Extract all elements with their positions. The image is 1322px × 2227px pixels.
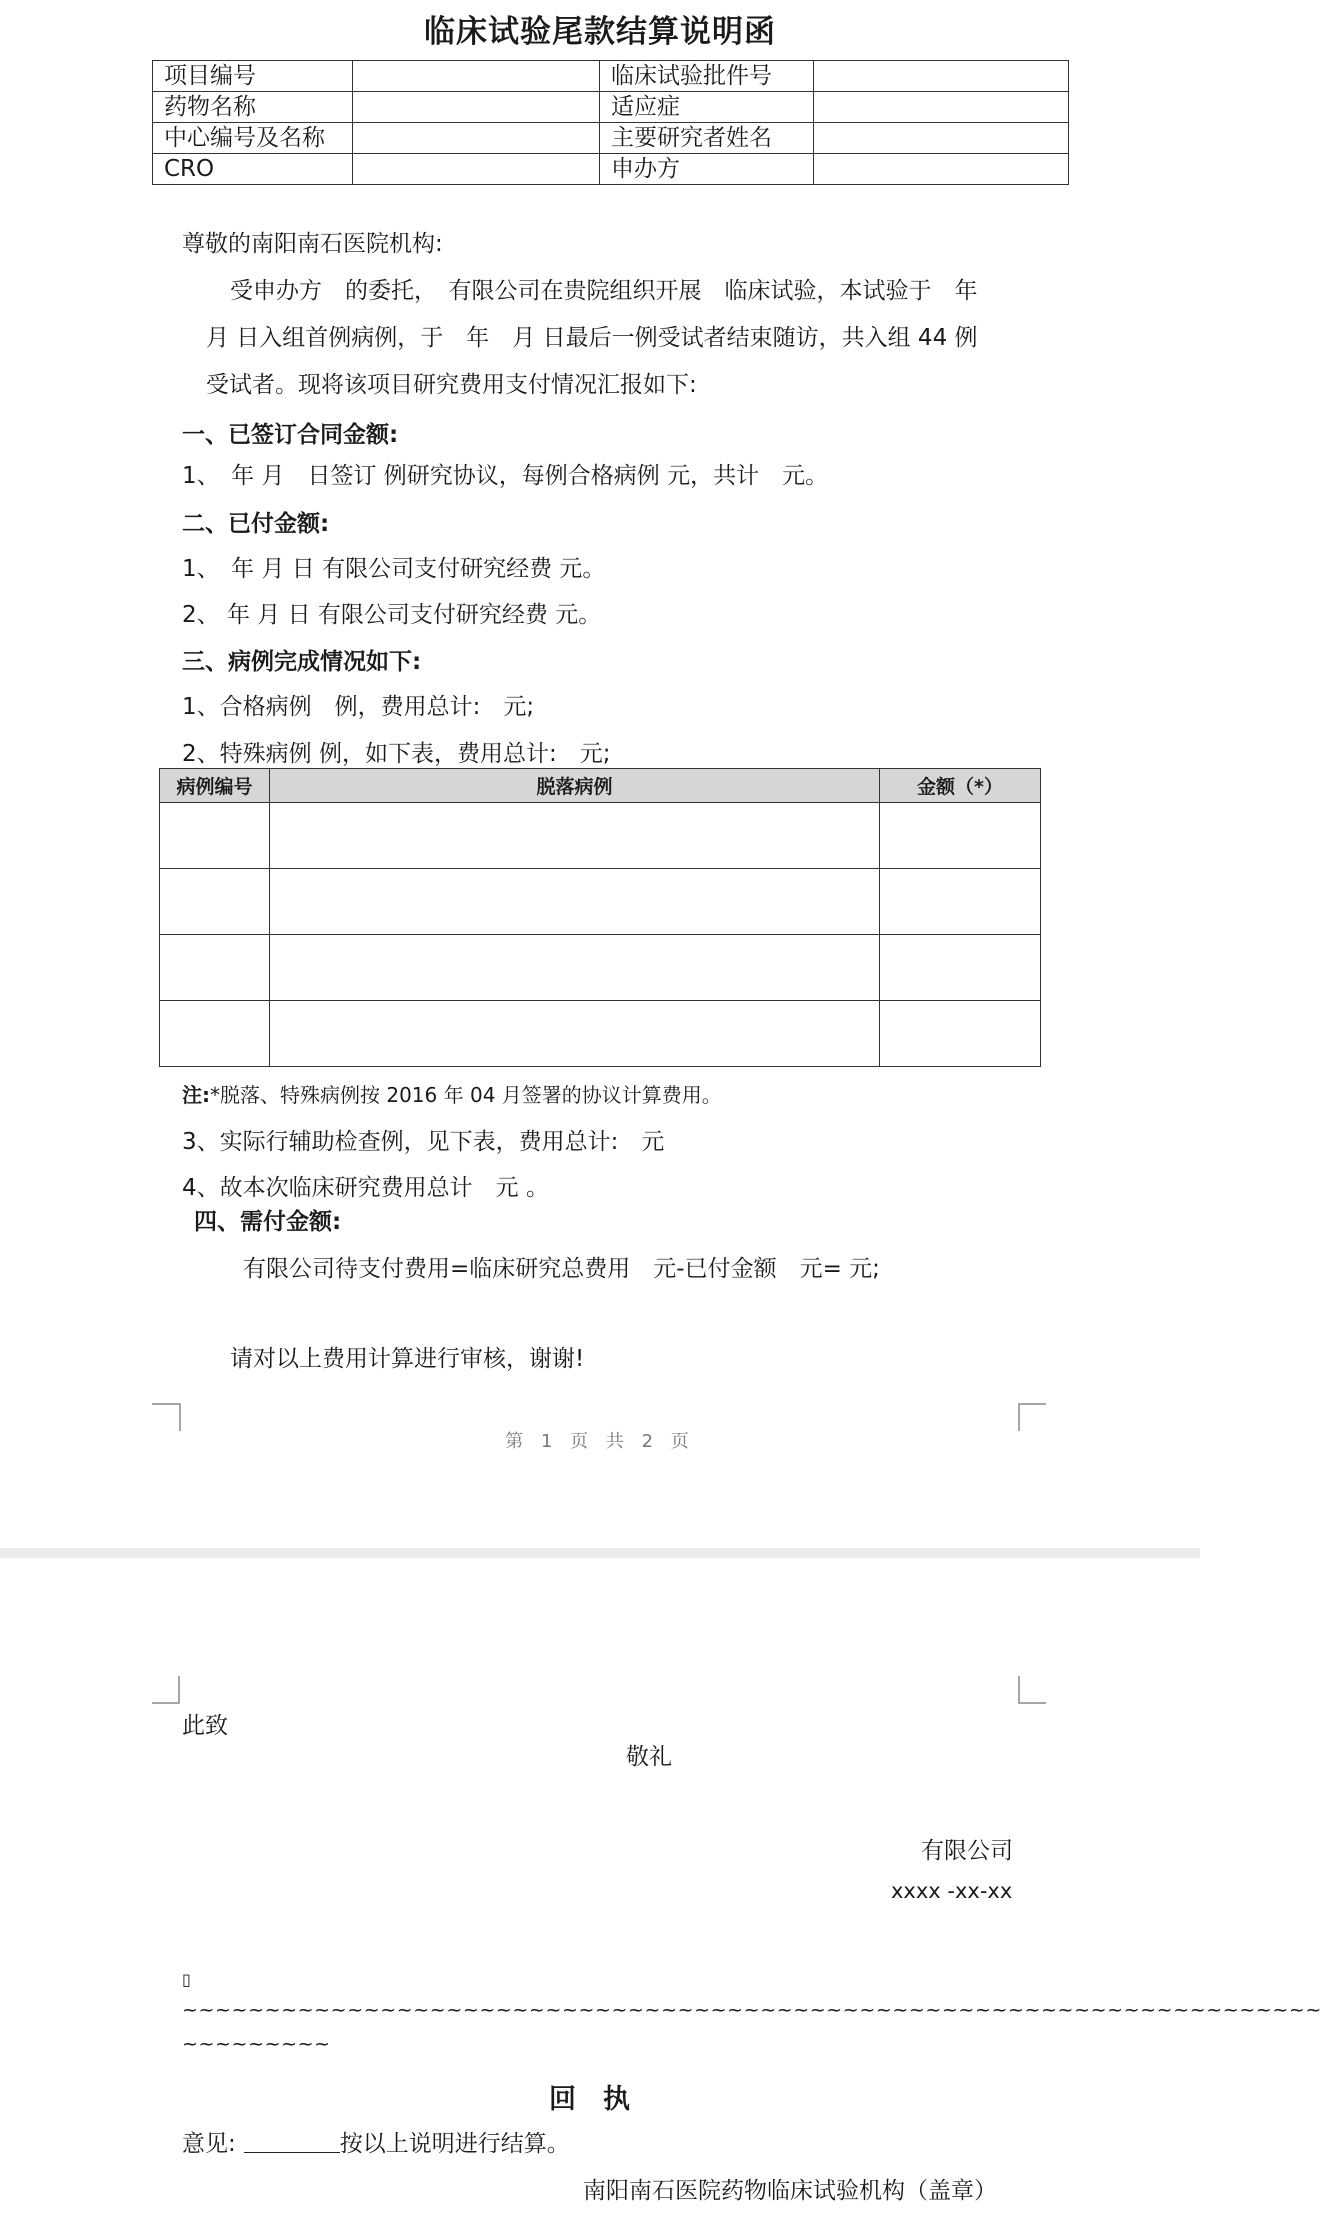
case-id-cell[interactable] — [160, 803, 270, 869]
case-id-cell[interactable] — [160, 935, 270, 1001]
section3-item-1: 1、合格病例 例，费用总计: 元; — [182, 694, 535, 720]
section2-item-1: 1、 年 月 日 有限公司支付研究经费 元。 — [182, 556, 606, 582]
table-row — [160, 869, 1041, 935]
page-separator — [0, 1548, 1200, 1558]
info-value-cell[interactable] — [353, 61, 600, 92]
info-row — [153, 92, 1069, 123]
section1-item-1: 1、 年 月 日签订 例研究协议，每例合格病例 元，共计 元。 — [182, 463, 829, 489]
dropout-cases-table — [159, 768, 1041, 1067]
section3-item-3: 3、实际行辅助检查例，见下表，费用总计: 元 — [182, 1129, 665, 1155]
info-label-cell: 项目编号 — [153, 61, 353, 92]
section1-title: 一、已签订合同金额: — [182, 422, 399, 448]
intro-line-2: 月 日入组首例病例，于 年 月 日最后一例受试者结束随访，共入组 44 例 — [206, 325, 978, 351]
section2-title: 二、已付金额: — [182, 511, 330, 537]
info-row — [153, 61, 1069, 92]
intro-line-3: 受试者。现将该项目研究费用支付情况汇报如下: — [206, 372, 697, 398]
opinion-label: 意见: — [182, 2131, 236, 2157]
separator-tilde-line: ~~~~~~~~~~~~~~~~~~~~~~~~~~~~~~~~~~~~~~~~~~~~~~~~~~~~~~~~~~~~~~~~~~~~~ — [182, 1999, 1322, 2021]
opinion-line — [182, 2125, 570, 2158]
section4-text: 有限公司待支付费用=临床研究总费用 元-已付金额 元= 元; — [243, 1256, 880, 1282]
info-value-cell[interactable] — [814, 61, 1069, 92]
table-row — [160, 935, 1041, 1001]
info-row — [153, 123, 1069, 154]
info-label-cell: 临床试验批件号 — [600, 61, 814, 92]
case-id-cell[interactable] — [160, 869, 270, 935]
document-title: 临床试验尾款结算说明函 — [424, 14, 776, 50]
stamp-line: 南阳南石医院药物临床试验机构（盖章） — [583, 2178, 997, 2204]
page-corner-mark — [1018, 1676, 1046, 1704]
col-header-case-id: 病例编号 — [160, 769, 270, 803]
table-row — [160, 803, 1041, 869]
info-row — [153, 154, 1069, 185]
table-row — [160, 1001, 1041, 1067]
amount-cell[interactable] — [880, 869, 1041, 935]
project-info-table — [152, 60, 1069, 185]
note-label: 注: — [182, 1083, 210, 1107]
info-value-cell[interactable] — [814, 92, 1069, 123]
info-label-cell: 申办方 — [600, 154, 814, 185]
info-label-cell: 药物名称 — [153, 92, 353, 123]
dropout-cell[interactable] — [270, 803, 880, 869]
col-header-dropout: 脱落病例 — [270, 769, 880, 803]
review-request: 请对以上费用计算进行审核，谢谢! — [230, 1346, 585, 1372]
section2-item-2: 2、 年 月 日 有限公司支付研究经费 元。 — [182, 602, 602, 628]
page-number: 第 1 页 共 2 页 — [505, 1431, 695, 1452]
col-header-amount: 金额（*） — [880, 769, 1041, 803]
section3-item-4: 4、故本次临床研究费用总计 元 。 — [182, 1175, 549, 1201]
section4-title: 四、需付金额: — [194, 1209, 342, 1235]
info-value-cell[interactable] — [353, 92, 600, 123]
info-label-cell: 适应症 — [600, 92, 814, 123]
dropout-cell[interactable] — [270, 1001, 880, 1067]
info-label-cell: CRO — [153, 154, 353, 185]
receipt-title: 回 执 — [549, 2084, 630, 2115]
signature-company: 有限公司 — [921, 1838, 1013, 1864]
amount-cell[interactable] — [880, 803, 1041, 869]
greeting: 尊敬的南阳南石医院机构: — [182, 231, 443, 257]
opinion-blank[interactable] — [244, 2130, 340, 2153]
opinion-suffix: 按以上说明进行结算。 — [339, 2131, 570, 2157]
info-value-cell[interactable] — [353, 154, 600, 185]
note-text: *脱落、特殊病例按 2016 年 04 月签署的协议计算费用。 — [210, 1083, 722, 1107]
info-label-cell: 主要研究者姓名 — [600, 123, 814, 154]
section3-item-2: 2、特殊病例 例，如下表，费用总计: 元; — [182, 741, 611, 767]
dropout-cell[interactable] — [270, 935, 880, 1001]
info-value-cell[interactable] — [353, 123, 600, 154]
info-label-cell: 中心编号及名称 — [153, 123, 353, 154]
closing-to: 此致 — [182, 1713, 228, 1739]
amount-cell[interactable] — [880, 935, 1041, 1001]
placeholder-glyph: ▯ — [182, 1970, 191, 1989]
dropout-cell[interactable] — [270, 869, 880, 935]
section3-title: 三、病例完成情况如下: — [182, 649, 422, 675]
case-id-cell[interactable] — [160, 1001, 270, 1067]
intro-line-1: 受申办方 的委托， 有限公司在贵院组织开展 临床试验，本试验于 年 — [230, 278, 978, 304]
signature-date: xxxx -xx-xx — [891, 1879, 1013, 1903]
amount-cell[interactable] — [880, 1001, 1041, 1067]
page-corner-mark — [152, 1676, 180, 1704]
closing-regards: 敬礼 — [626, 1744, 672, 1770]
info-value-cell[interactable] — [814, 154, 1069, 185]
separator-tilde-line: ~~~~~~~~~ — [182, 2033, 331, 2055]
info-value-cell[interactable] — [814, 123, 1069, 154]
fee-note — [182, 1079, 722, 1108]
